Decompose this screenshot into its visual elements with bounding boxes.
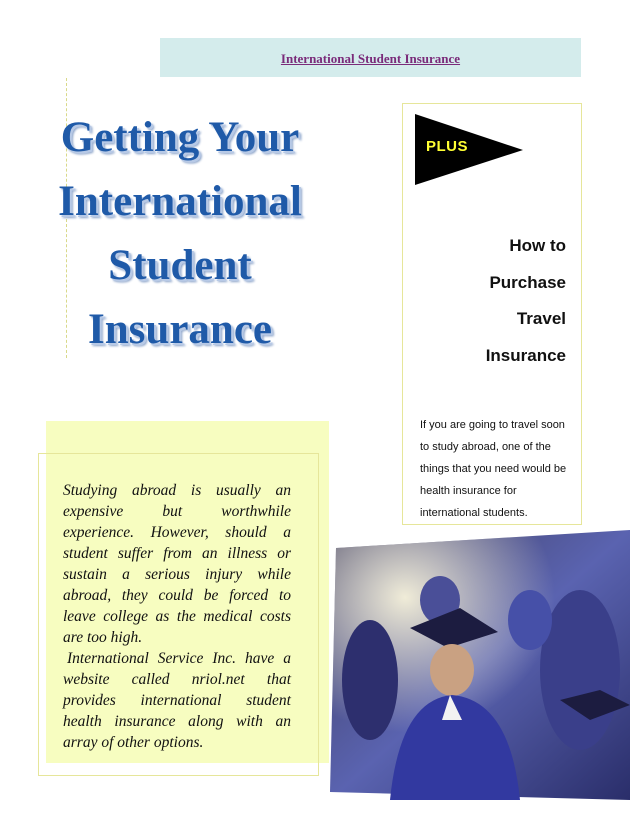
sidebar-heading-line-4: Insurance xyxy=(485,345,566,365)
title-line-1: Getting Your xyxy=(60,114,300,161)
page-title xyxy=(30,106,330,362)
header-link[interactable]: International Student Insurance xyxy=(280,51,461,66)
graduation-photo xyxy=(330,530,630,800)
sidebar-body-text: If you are going to travel soon to study abroad, one of the things that you need would be health insurance for international students. xyxy=(420,419,567,519)
callout-text xyxy=(63,480,291,753)
title-line-3: Student xyxy=(108,242,252,289)
sidebar-heading-line-2: Purchase xyxy=(489,272,566,292)
callout-paragraph-1: Studying abroad is usually an expensive but worthwhile experience. However, should a student suffer from an illness or sustain a serious injury while abroad, they could be forced to leave college as the medical costs are too high. xyxy=(63,482,291,646)
sidebar-heading-line-1: How to xyxy=(509,236,566,255)
sidebar-heading-line-3: Travel xyxy=(516,309,566,328)
title-line-4: Insurance xyxy=(88,306,272,353)
header-bar xyxy=(160,38,581,77)
title-line-2: International xyxy=(58,178,302,225)
callout-paragraph-2: International Service Inc. have a website called nriol.net that provides international student health insurance along with an array of other options. xyxy=(63,650,291,751)
sidebar-heading xyxy=(420,228,566,374)
plus-label: PLUS xyxy=(426,138,469,155)
